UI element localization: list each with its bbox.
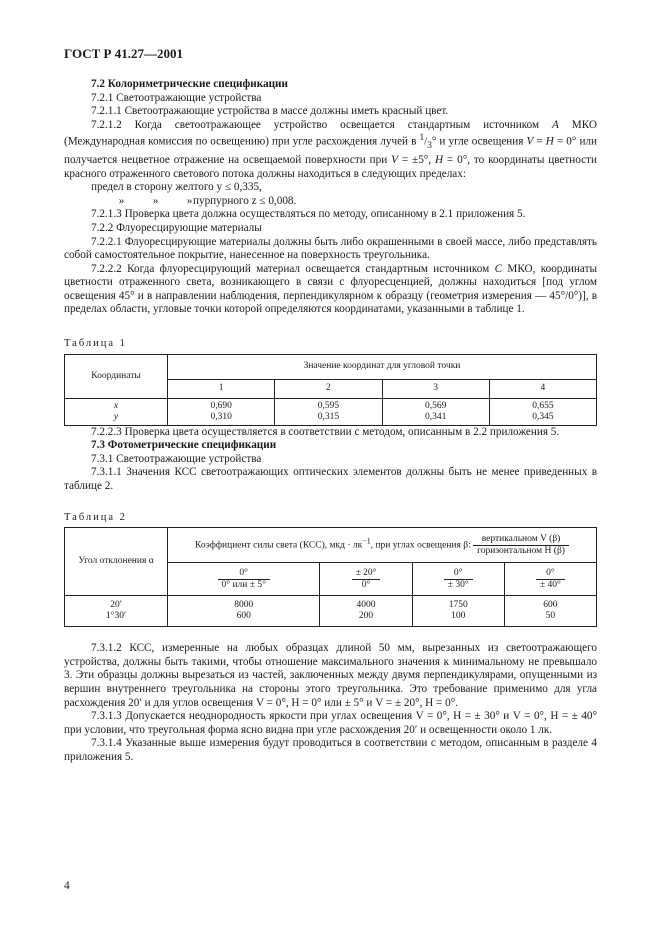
table-2-caption: Таблица 2 <box>64 511 127 523</box>
t2-subcol-2: $\frac{\pm 20^\circ}{0^\circ}$ <box>320 563 412 596</box>
limit-purple: » » »пурпурного z ≤ 0,008. <box>118 194 297 207</box>
document-header: ГОСТ Р 41.27—2001 <box>64 46 183 61</box>
t1-row-labels: x y <box>65 398 168 425</box>
para-7-3-1: 7.3.1 Светоотражающие устройства <box>91 452 262 465</box>
para-7-2-2: 7.2.2 Флуоресцирующие материалы <box>91 221 262 234</box>
para-7-2-1-2: 7.2.1.2 Когда светоотражающее устройство освещается стандартным источником A МКО (Международная комиссия по освещению) при угле расхождения лучей в $^1/_3^\circ$ и угле освещения V = H = 0° или получается нецветное отражение на освещаемой поверхности при V = ±5°, H = 0°, то координаты цветности красного отраженного светового потока должны находиться в следующих пределах: <box>64 118 597 180</box>
para-7-2-2-2: 7.2.2.2 Когда флуоресцирующий материал освещается стандартным источником C МКО, координаты цветности отраженного света, возникающего в связи с флуоресценцией, должны находиться [под углом освещения 45° и в направлении наблюдения, перпендикулярном к образцу (геометрия измерения — 45°/0°)], в пределах области, угловые точки которой определяются координатами, указанными в таблице 1. <box>64 262 597 316</box>
t2-subcol-1: $\frac{0^\circ}{\text{0° или ± 5°}}$ <box>168 563 320 596</box>
section-7-2-title: 7.2 Колориметрические спецификации <box>91 78 288 90</box>
t1-values-point-1: 0,690 0,310 <box>168 398 275 425</box>
t1-header-group: Значение координат для угловой точки <box>168 354 597 379</box>
t2-alpha-labels: 20′ 1°30′ <box>65 596 168 627</box>
t1-point-4: 4 <box>489 379 596 398</box>
para-7-2-1-1: 7.2.1.1 Светоотражающие устройства в массе должны иметь красный цвет. <box>91 105 449 118</box>
t2-values-col-1: 8000 600 <box>168 596 320 627</box>
table-1-caption: Таблица 1 <box>64 338 127 350</box>
t1-values-point-2: 0,595 0,315 <box>275 398 382 425</box>
para-7-3-1-3: 7.3.1.3 Допускается неоднородность яркости при углах освещения V = 0°, H = ± 30° и V = 0°, H = ± 40° при условии, что треугольная форма ясно видна при угле расхождения 20′ и освещенности около 1 лк. <box>64 710 597 736</box>
t1-point-2: 2 <box>275 379 382 398</box>
para-7-3-1-2: 7.3.1.2 КСС, измеренные на любых образцах длиной 50 мм, вырезанных из светоотражающего устройства, должны быть такими, чтобы отношение максимального значения к минимальному не превышало 3. Эти образцы должны вырезаться из частей, заключенных между двумя перпендикулярами, опущенными из вершин внутреннего треугольника на стороны этого треугольника. Это требование применимо для угла расхождения 20′ и для углов освещения V = 0°, H = 0° или ± 5° и V = ± 20°, H = 0°. <box>64 642 597 709</box>
t1-values-point-4: 0,655 0,345 <box>489 398 596 425</box>
t1-header-coordinates: Координаты <box>65 354 168 398</box>
para-7-2-2-3: 7.2.2.3 Проверка цвета осуществляется в соответствии с методом, описанным в 2.2 приложения 5. <box>91 425 560 438</box>
t1-point-3: 3 <box>382 379 489 398</box>
limit-yellow: предел в сторону желтого y ≤ 0,335, <box>91 181 262 194</box>
t2-values-col-4: 600 50 <box>504 596 596 627</box>
table-2 <box>64 527 597 627</box>
t2-subcol-4: $\frac{0^\circ}{\pm 40^\circ}$ <box>504 563 596 596</box>
para-7-2-2-1: 7.2.2.1 Флуоресцирующие материалы должны быть либо окрашенными в своей массе, либо представлять собой самостоятельное покрытие, нанесенное на поверхность треугольника. <box>64 235 597 262</box>
t2-subcol-3: $\frac{0^\circ}{\pm 30^\circ}$ <box>412 563 504 596</box>
document-body <box>64 78 597 765</box>
t2-header-group: Коэффициент силы света (КСС), мкд · $лк^{-1}$, при углах освещения β: $\frac{\text{вертикальном V (β)}}{\text{горизонтальном H (β)}}$ <box>168 528 597 563</box>
page-number: 4 <box>64 880 70 892</box>
t1-values-point-3: 0,569 0,341 <box>382 398 489 425</box>
t2-values-col-3: 1750 100 <box>412 596 504 627</box>
para-7-3-1-4: 7.3.1.4 Указанные выше измерения будут проводиться в соответствии с методом, описанным в разделе 4 приложения 5. <box>64 737 597 763</box>
para-7-2-1: 7.2.1 Светоотражающие устройства <box>91 91 262 104</box>
t2-values-col-2: 4000 200 <box>320 596 412 627</box>
section-7-3-title: 7.3 Фотометрические спецификации <box>91 439 277 452</box>
para-7-3-1-1: 7.3.1.1 Значения КСС светоотражающих оптических элементов должны быть не менее приведенных в таблице 2. <box>64 466 597 493</box>
table-1 <box>64 354 597 426</box>
t1-point-1: 1 <box>168 379 275 398</box>
para-7-2-1-3: 7.2.1.3 Проверка цвета должна осуществляться по методу, описанному в 2.1 приложения 5. <box>91 208 526 221</box>
t2-header-angle: Угол отклонения α <box>65 528 168 596</box>
